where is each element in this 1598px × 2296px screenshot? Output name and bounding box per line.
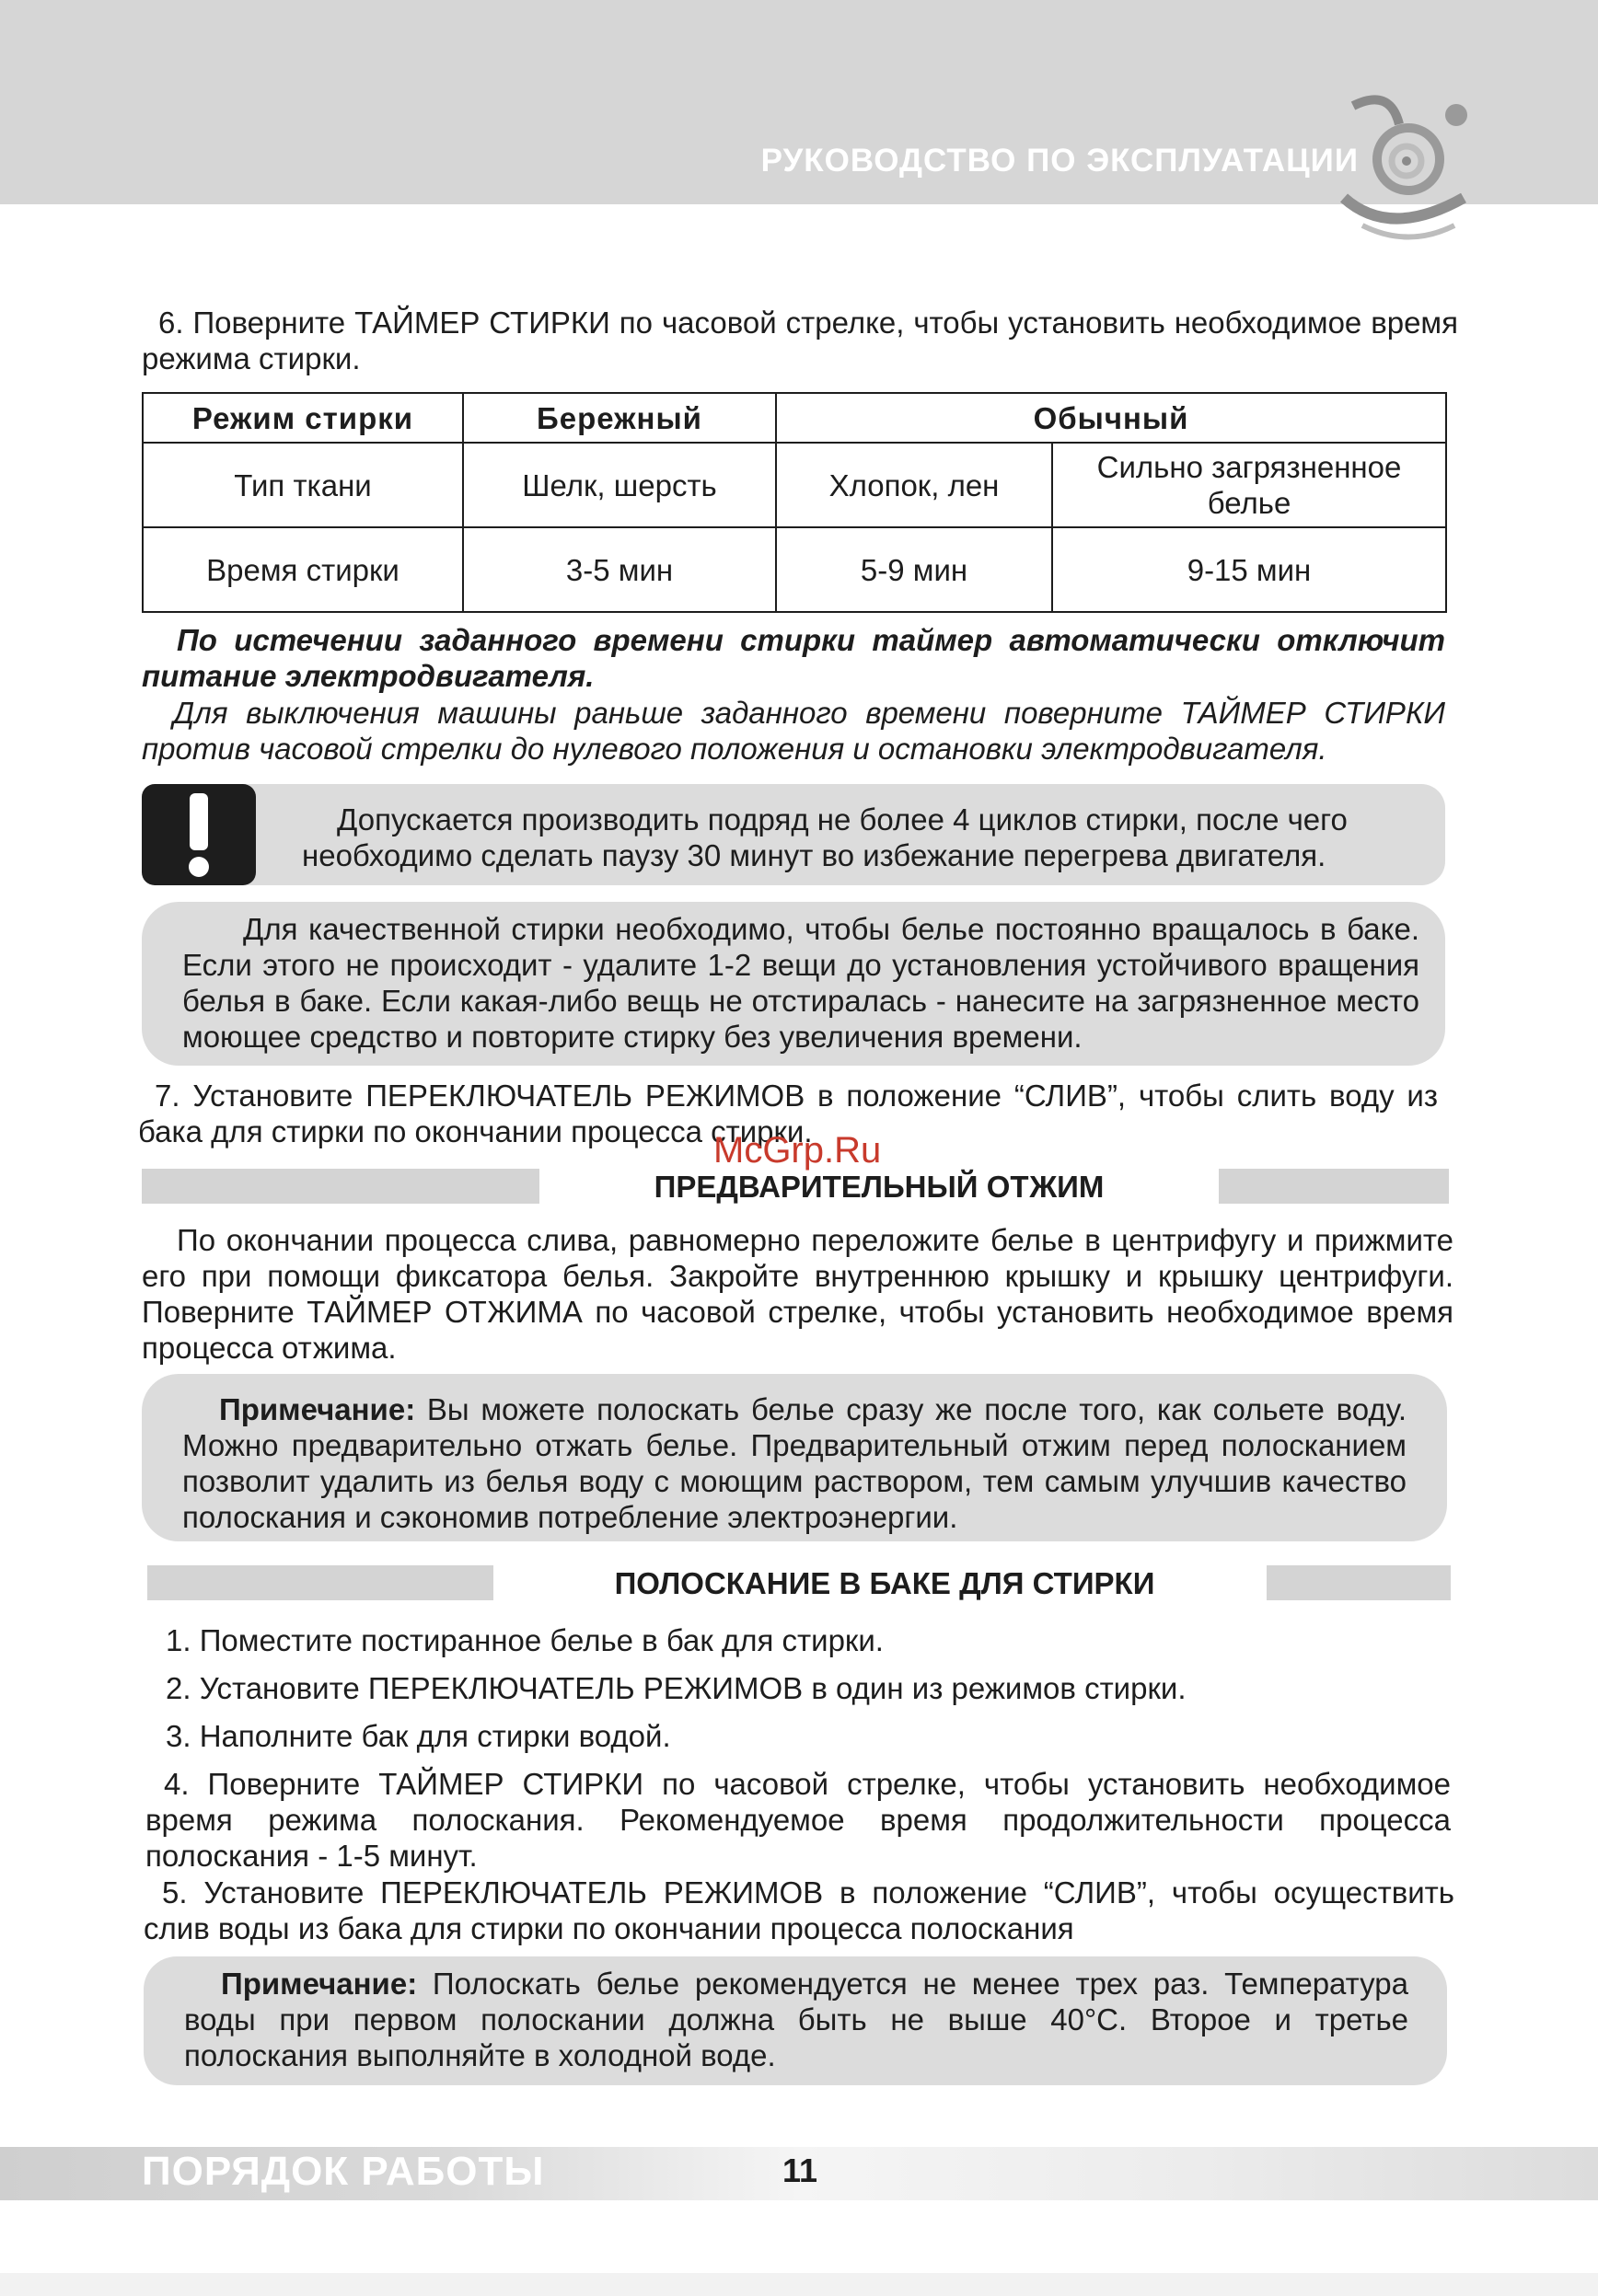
note-text: Вы можете полоскать белье сразу же после того, как сольете воду. Можно предварительно отжать белье. Предварительный отжим перед полосканием позволит удалить из белья воду с моющим раствором, тем самым улучшив качество полоскания и сэкономив потребление электроэнергии. (182, 1392, 1407, 1534)
bottom-strip (0, 2273, 1598, 2296)
rinse-step-2: 2. Установите ПЕРЕКЛЮЧАТЕЛЬ РЕЖИМОВ в один из режимов стирки. (166, 1671, 1187, 1705)
step-6-text: 6. Поверните ТАЙМЕР СТИРКИ по часовой стрелке, чтобы установить необходимое время режима стирки. (142, 306, 1458, 375)
watermark-text: McGrp.Ru (713, 1130, 882, 1171)
rinse-note (184, 1966, 1408, 2073)
section-bar-rinse (147, 1565, 1451, 1600)
table-cell: Время стирки (143, 527, 463, 612)
table-header-cell: Бережный (463, 393, 776, 443)
table-row (143, 527, 1446, 612)
prespin-text: По окончании процесса слива, равномерно переложите белье в центрифугу и прижмите его при помощи фиксатора белья. Закройте внутреннюю крышку и крышку центрифуги. Поверните ТАЙМЕР ОТЖИМА по часовой стрелке, чтобы установить необходимое время процесса отжима. (142, 1223, 1453, 1365)
rinse-step-3: 3. Наполните бак для стирки водой. (166, 1719, 671, 1753)
page-number: 11 (782, 2152, 818, 2189)
note-label: Примечание: (221, 1967, 418, 2001)
section-bar-prespin (142, 1169, 1449, 1204)
table-cell: 3-5 мин (463, 527, 776, 612)
note-label: Примечание: (219, 1392, 416, 1426)
header-title: РУКОВОДСТВО ПО ЭКСПЛУАТАЦИИ (760, 143, 1359, 179)
table-header-cell: Режим стирки (143, 393, 463, 443)
section-title-prespin: ПРЕДВАРИТЕЛЬНЫЙ ОТЖИМ (654, 1170, 1105, 1204)
rinse-step-4: 4. Поверните ТАЙМЕР СТИРКИ по часовой стрелке, чтобы установить необходимое время режима полоскания. Рекомендуемое время продолжительности процесса полоскания - 1-5 минут. (145, 1767, 1451, 1873)
warning-text: Допускается производить подряд не более 4 циклов стирки, после чего необходимо сделать паузу 30 минут во избежание перегрева двигателя. (302, 802, 1348, 872)
note-text: Полоскать белье рекомендуется не менее трех раз. Температура воды при первом полоскании должна быть не выше 40°С. Второе и третье полоскания выполняйте в холодной воде. (184, 1967, 1409, 2072)
swirl-logo (1335, 87, 1473, 244)
rinse-step-5: 5. Установите ПЕРЕКЛЮЧАТЕЛЬ РЕЖИМОВ в положение “СЛИВ”, чтобы осуществить слив воды из бака для стирки по окончании процесса полоскания (144, 1875, 1454, 1945)
rinse-step-1: 1. Поместите постиранное белье в бак для стирки. (166, 1623, 884, 1657)
wash-mode-table (142, 392, 1447, 613)
table-cell: Тип ткани (143, 443, 463, 527)
section-title-rinse: ПОЛОСКАНИЕ В БАКЕ ДЛЯ СТИРКИ (614, 1566, 1155, 1600)
table-cell: 9-15 мин (1052, 527, 1446, 612)
table-cell: Шелк, шерсть (463, 443, 776, 527)
table-row (143, 443, 1446, 527)
exclamation-icon (142, 784, 256, 885)
table-cell: 5-9 мин (776, 527, 1052, 612)
footer-section-title: ПОРЯДОК РАБОТЫ (142, 2149, 545, 2194)
timer-note-italic: Для выключения машины раньше заданного времени поверните ТАЙМЕР СТИРКИ против часовой стрелки до нулевого положения и остановки электродвигателя. (142, 696, 1445, 766)
prespin-note (182, 1391, 1407, 1535)
table-header-cell: Обычный (776, 393, 1446, 443)
table-header-row (143, 393, 1446, 443)
timer-note-bold: По истечении заданного времени стирки таймер автоматически отключит питание электродвигателя. (142, 623, 1445, 693)
table-cell: Сильно загрязненное белье (1052, 443, 1446, 527)
quality-note-text: Для качественной стирки необходимо, чтобы белье постоянно вращалось в баке. Если этого не происходит - удалите 1-2 вещи до установления устойчивого вращения белья в баке. Если какая-либо вещь не отстиралась - нанесите на загрязненное место моющее средство и повторите стирку без увеличения времени. (182, 912, 1419, 1054)
step-7-text: 7. Установите ПЕРЕКЛЮЧАТЕЛЬ РЕЖИМОВ в положение “СЛИВ”, чтобы слить воду из бака для стирки по окончании процесса стирки. (138, 1079, 1438, 1148)
table-cell: Хлопок, лен (776, 443, 1052, 527)
